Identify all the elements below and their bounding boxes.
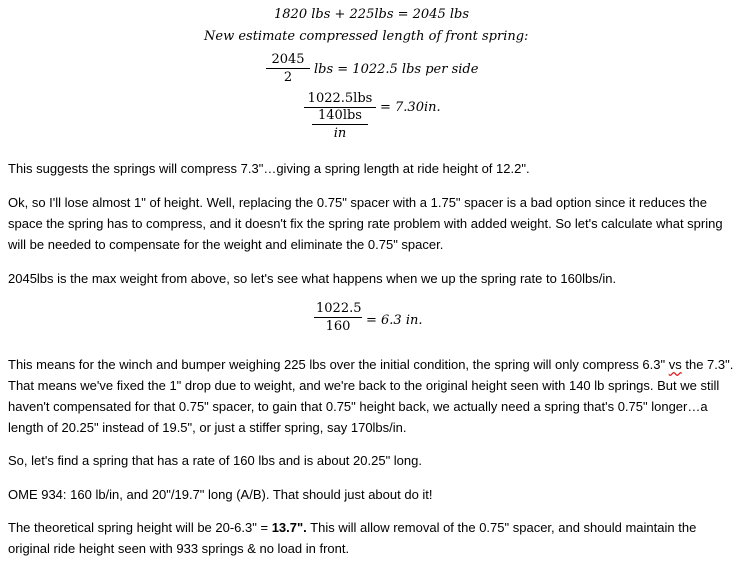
paragraph-height-loss: Ok, so I'll lose almost 1" of height. Well, replacing the 0.75" spacer with a 1.75" spacer is a bad option since it reduces the space the spring has to compress, and it doesn't fix the spring rate problem with added weight. So let's calculate what spring will be needed to compensate for the weight and eliminate the 0.75" spacer. bbox=[8, 195, 723, 252]
equation-per-side-result: lbs = 1022.5 lbs per side bbox=[314, 62, 479, 77]
fraction-numerator: 1022.5 bbox=[316, 301, 362, 316]
fraction-numerator: 1022.5lbs bbox=[307, 91, 373, 106]
paragraph-ome-934: OME 934: 160 lb/in, and 20"/19.7" long (A/B). That should just about do it! bbox=[8, 487, 433, 502]
paragraph-max-weight: 2045lbs is the max weight from above, so let's see what happens when we up the spring rate to 160lbs/in. bbox=[8, 271, 617, 286]
equation-new-rate-result: = 6.3 in. bbox=[366, 313, 423, 328]
fraction-numerator: 2045 bbox=[266, 52, 310, 69]
fraction-denominator: 160 bbox=[325, 319, 351, 334]
inner-fraction-denominator: in bbox=[333, 126, 347, 141]
paragraph-find-spring: So, let's find a spring that has a rate of 160 lbs and is about 20.25" long. bbox=[8, 453, 422, 468]
inner-fraction-numerator: 140lbs bbox=[312, 108, 368, 125]
equation-per-side-fraction bbox=[266, 52, 310, 85]
paragraph-winch-bumper bbox=[8, 354, 734, 438]
spellcheck-word: vs bbox=[668, 357, 682, 372]
paragraph-compress-estimate: This suggests the springs will compress 7.3"…giving a spring length at ride height of 12.2". bbox=[8, 161, 530, 176]
equation-compression-numerator bbox=[304, 91, 376, 106]
bold-result: 13.7". bbox=[271, 520, 307, 535]
equation-compression-result: = 7.30in. bbox=[380, 100, 441, 115]
fraction-denominator: 2 bbox=[283, 70, 293, 85]
paragraph-text: This will allow removal of the 0.75" spacer, and should maintain the original ride height seen with 933 springs & no load in front. bbox=[8, 520, 697, 556]
equation-total-weight: 1820 lbs + 225lbs = 2045 lbs bbox=[274, 7, 470, 22]
equation-new-rate-fraction bbox=[314, 301, 362, 334]
paragraph-text: This means for the winch and bumper weighing 225 lbs over the initial condition, the spring will only compress 6.3" bbox=[8, 357, 669, 372]
equation-compression-inner-fraction bbox=[312, 108, 368, 141]
paragraph-theoretical-height bbox=[8, 517, 734, 559]
equation-caption: New estimate compressed length of front spring: bbox=[204, 29, 529, 44]
paragraph-text: The theoretical spring height will be 20-6.3" = bbox=[8, 520, 272, 535]
paragraph-text: the 7.3". That means we've fixed the 1" drop due to weight, and we're back to the original height seen with 140 lb springs. But we still haven't compensated for that 0.75" spacer, to gain that 0.75" height back, we actually need a spring that's 0.75" longer…a length of 20.25" instead of 19.5", or just a stiffer spring, say 170lbs/in. bbox=[8, 357, 734, 435]
